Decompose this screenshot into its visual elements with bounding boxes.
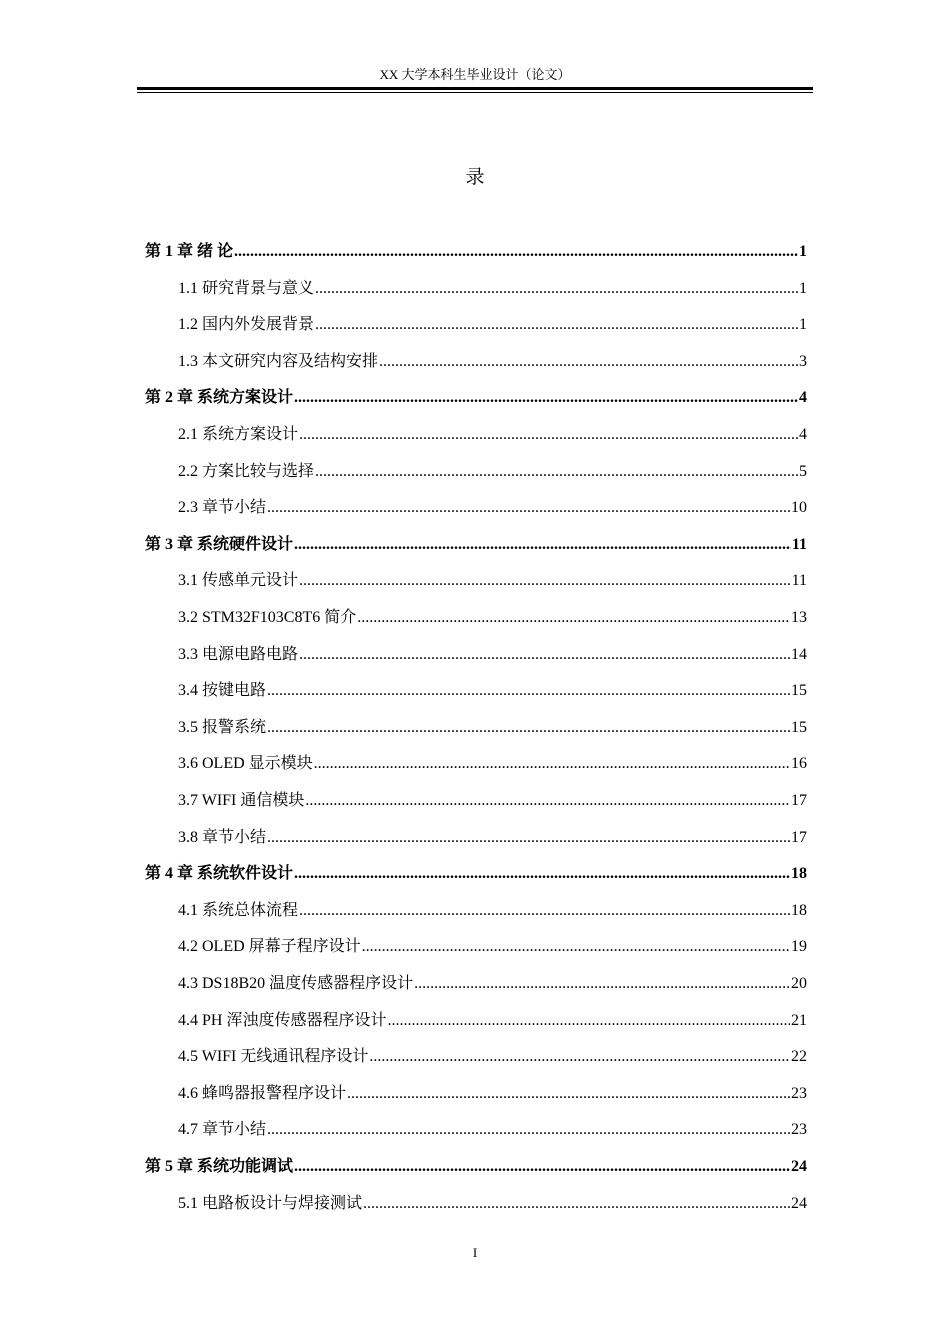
- toc-entry-title: 第 5 章 系统功能调试: [145, 1158, 294, 1175]
- toc-entry-title: 4.5 WIFI 无线通讯程序设计: [178, 1048, 369, 1065]
- toc-entry-title: 4.2 OLED 屏幕子程序设计: [178, 938, 361, 955]
- toc-entry-title: 2.3 章节小结: [178, 499, 267, 516]
- toc-entry-title: 4.6 蜂鸣器报警程序设计: [178, 1085, 347, 1102]
- toc-section-entry[interactable]: [178, 899, 807, 923]
- toc-section-entry[interactable]: [178, 569, 807, 593]
- toc-section-entry[interactable]: [178, 716, 807, 740]
- toc-entry-title: 4.4 PH 浑浊度传感器程序设计: [178, 1012, 387, 1029]
- toc-page-number: 21: [791, 1012, 807, 1029]
- toc-entry-title: 4.3 DS18B20 温度传感器程序设计: [178, 975, 414, 992]
- toc-dot-leader: [294, 862, 790, 886]
- toc-entry-title: 3.6 OLED 显示模块: [178, 755, 313, 772]
- toc-entry-title: 3.2 STM32F103C8T6 简介: [178, 609, 357, 626]
- toc-entry-title: 1.2 国内外发展背景: [178, 316, 315, 333]
- toc-page-number: 13: [791, 609, 807, 626]
- toc-dot-leader: [315, 277, 798, 301]
- toc-section-entry[interactable]: [178, 1118, 807, 1142]
- toc-section-entry[interactable]: [178, 277, 807, 301]
- toc-page-number: 1: [799, 243, 807, 260]
- toc-page-number: 11: [791, 572, 807, 589]
- toc-dot-leader: [369, 1045, 790, 1069]
- toc-section-entry[interactable]: [178, 313, 807, 337]
- toc-chapter-entry[interactable]: [145, 386, 807, 410]
- toc-page-number: 15: [791, 682, 807, 699]
- toc-dot-leader: [267, 1118, 790, 1142]
- toc-dot-leader: [305, 789, 790, 813]
- toc-section-entry[interactable]: [178, 679, 807, 703]
- toc-entry-title: 4.1 系统总体流程: [178, 902, 299, 919]
- toc-dot-leader: [299, 423, 798, 447]
- toc-dot-leader: [357, 606, 790, 630]
- toc-page-number: 23: [791, 1121, 807, 1138]
- toc-dot-leader: [363, 1192, 790, 1216]
- toc-page-number: 4: [799, 389, 807, 406]
- toc-dot-leader: [294, 533, 791, 557]
- toc-dot-leader: [267, 496, 790, 520]
- toc-page-number: 19: [791, 938, 807, 955]
- toc-page-number: 15: [791, 719, 807, 736]
- toc-section-entry[interactable]: [178, 752, 807, 776]
- toc-entry-title: 5.1 电路板设计与焊接测试: [178, 1195, 363, 1212]
- toc-dot-leader: [267, 716, 790, 740]
- toc-section-entry[interactable]: [178, 643, 807, 667]
- toc-page-number: 18: [791, 902, 807, 919]
- header-rule-thin: [137, 92, 813, 93]
- toc-page-number: 18: [791, 865, 807, 882]
- toc-dot-leader: [299, 899, 790, 923]
- toc-page-number: 23: [791, 1085, 807, 1102]
- toc-section-entry[interactable]: [178, 423, 807, 447]
- toc-dot-leader: [414, 972, 790, 996]
- toc-page-number: 14: [791, 646, 807, 663]
- toc-section-entry[interactable]: [178, 1045, 807, 1069]
- toc-entry-title: 3.8 章节小结: [178, 829, 267, 846]
- toc-page-number: 4: [799, 426, 807, 443]
- toc-page-number: 17: [791, 792, 807, 809]
- toc-dot-leader: [294, 1155, 790, 1179]
- toc-page-number: 1: [799, 316, 807, 333]
- toc-page-number: 22: [791, 1048, 807, 1065]
- toc-page-number: 10: [791, 499, 807, 516]
- toc-dot-leader: [267, 826, 790, 850]
- toc-dot-leader: [387, 1009, 790, 1033]
- toc-page-number: 17: [791, 829, 807, 846]
- toc-dot-leader: [379, 350, 798, 374]
- toc-entry-title: 3.3 电源电路电路: [178, 646, 299, 663]
- toc-entry-title: 第 1 章 绪 论: [145, 243, 234, 260]
- toc-title: 录: [465, 167, 485, 188]
- toc-section-entry[interactable]: [178, 496, 807, 520]
- toc-page-number: 20: [791, 975, 807, 992]
- toc-entry-title: 1.3 本文研究内容及结构安排: [178, 353, 379, 370]
- toc-entry-title: 3.1 传感单元设计: [178, 572, 299, 589]
- toc-chapter-entry[interactable]: [145, 862, 807, 886]
- toc-dot-leader: [234, 240, 798, 264]
- header-rule-thick: [137, 87, 813, 90]
- toc-section-entry[interactable]: [178, 606, 807, 630]
- toc-entry-title: 2.2 方案比较与选择: [178, 463, 315, 480]
- toc-section-entry[interactable]: [178, 350, 807, 374]
- toc-section-entry[interactable]: [178, 1009, 807, 1033]
- toc-entry-title: 4.7 章节小结: [178, 1121, 267, 1138]
- toc-entry-title: 3.5 报警系统: [178, 719, 267, 736]
- toc-dot-leader: [299, 569, 791, 593]
- header-rule: [137, 87, 813, 93]
- toc-entry-title: 1.1 研究背景与意义: [178, 280, 315, 297]
- toc-dot-leader: [347, 1082, 790, 1106]
- toc-section-entry[interactable]: [178, 789, 807, 813]
- toc-entry-title: 第 2 章 系统方案设计: [145, 389, 294, 406]
- toc-page-number: 16: [791, 755, 807, 772]
- toc-page-number: 24: [791, 1195, 807, 1212]
- toc-dot-leader: [294, 386, 798, 410]
- page-number: I: [472, 1245, 478, 1260]
- toc-section-entry[interactable]: [178, 972, 807, 996]
- toc-page-number: 1: [799, 280, 807, 297]
- toc-entry-title: 2.1 系统方案设计: [178, 426, 299, 443]
- toc-section-entry[interactable]: [178, 460, 807, 484]
- toc-dot-leader: [315, 460, 798, 484]
- toc-entry-title: 第 3 章 系统硬件设计: [145, 536, 294, 553]
- toc-section-entry[interactable]: [178, 1082, 807, 1106]
- toc-dot-leader: [362, 935, 790, 959]
- toc-page-number: 11: [791, 536, 807, 553]
- toc-section-entry[interactable]: [178, 1192, 807, 1216]
- toc-dot-leader: [267, 679, 790, 703]
- toc-dot-leader: [314, 752, 790, 776]
- toc-chapter-entry[interactable]: [145, 1155, 807, 1179]
- page-header: XX 大学本科生毕业设计（论文）: [379, 67, 571, 82]
- toc-page-number: 5: [799, 463, 807, 480]
- toc-entry-title: 3.7 WIFI 通信模块: [178, 792, 305, 809]
- toc-section-entry[interactable]: [178, 826, 807, 850]
- toc-chapter-entry[interactable]: [145, 533, 807, 557]
- toc-dot-leader: [315, 313, 798, 337]
- toc-entry-title: 第 4 章 系统软件设计: [145, 865, 294, 882]
- toc-page-number: 3: [799, 353, 807, 370]
- toc-dot-leader: [299, 643, 790, 667]
- toc-chapter-entry[interactable]: [145, 240, 807, 264]
- toc-entry-title: 3.4 按键电路: [178, 682, 267, 699]
- toc-section-entry[interactable]: [178, 935, 807, 959]
- toc-page-number: 24: [791, 1158, 807, 1175]
